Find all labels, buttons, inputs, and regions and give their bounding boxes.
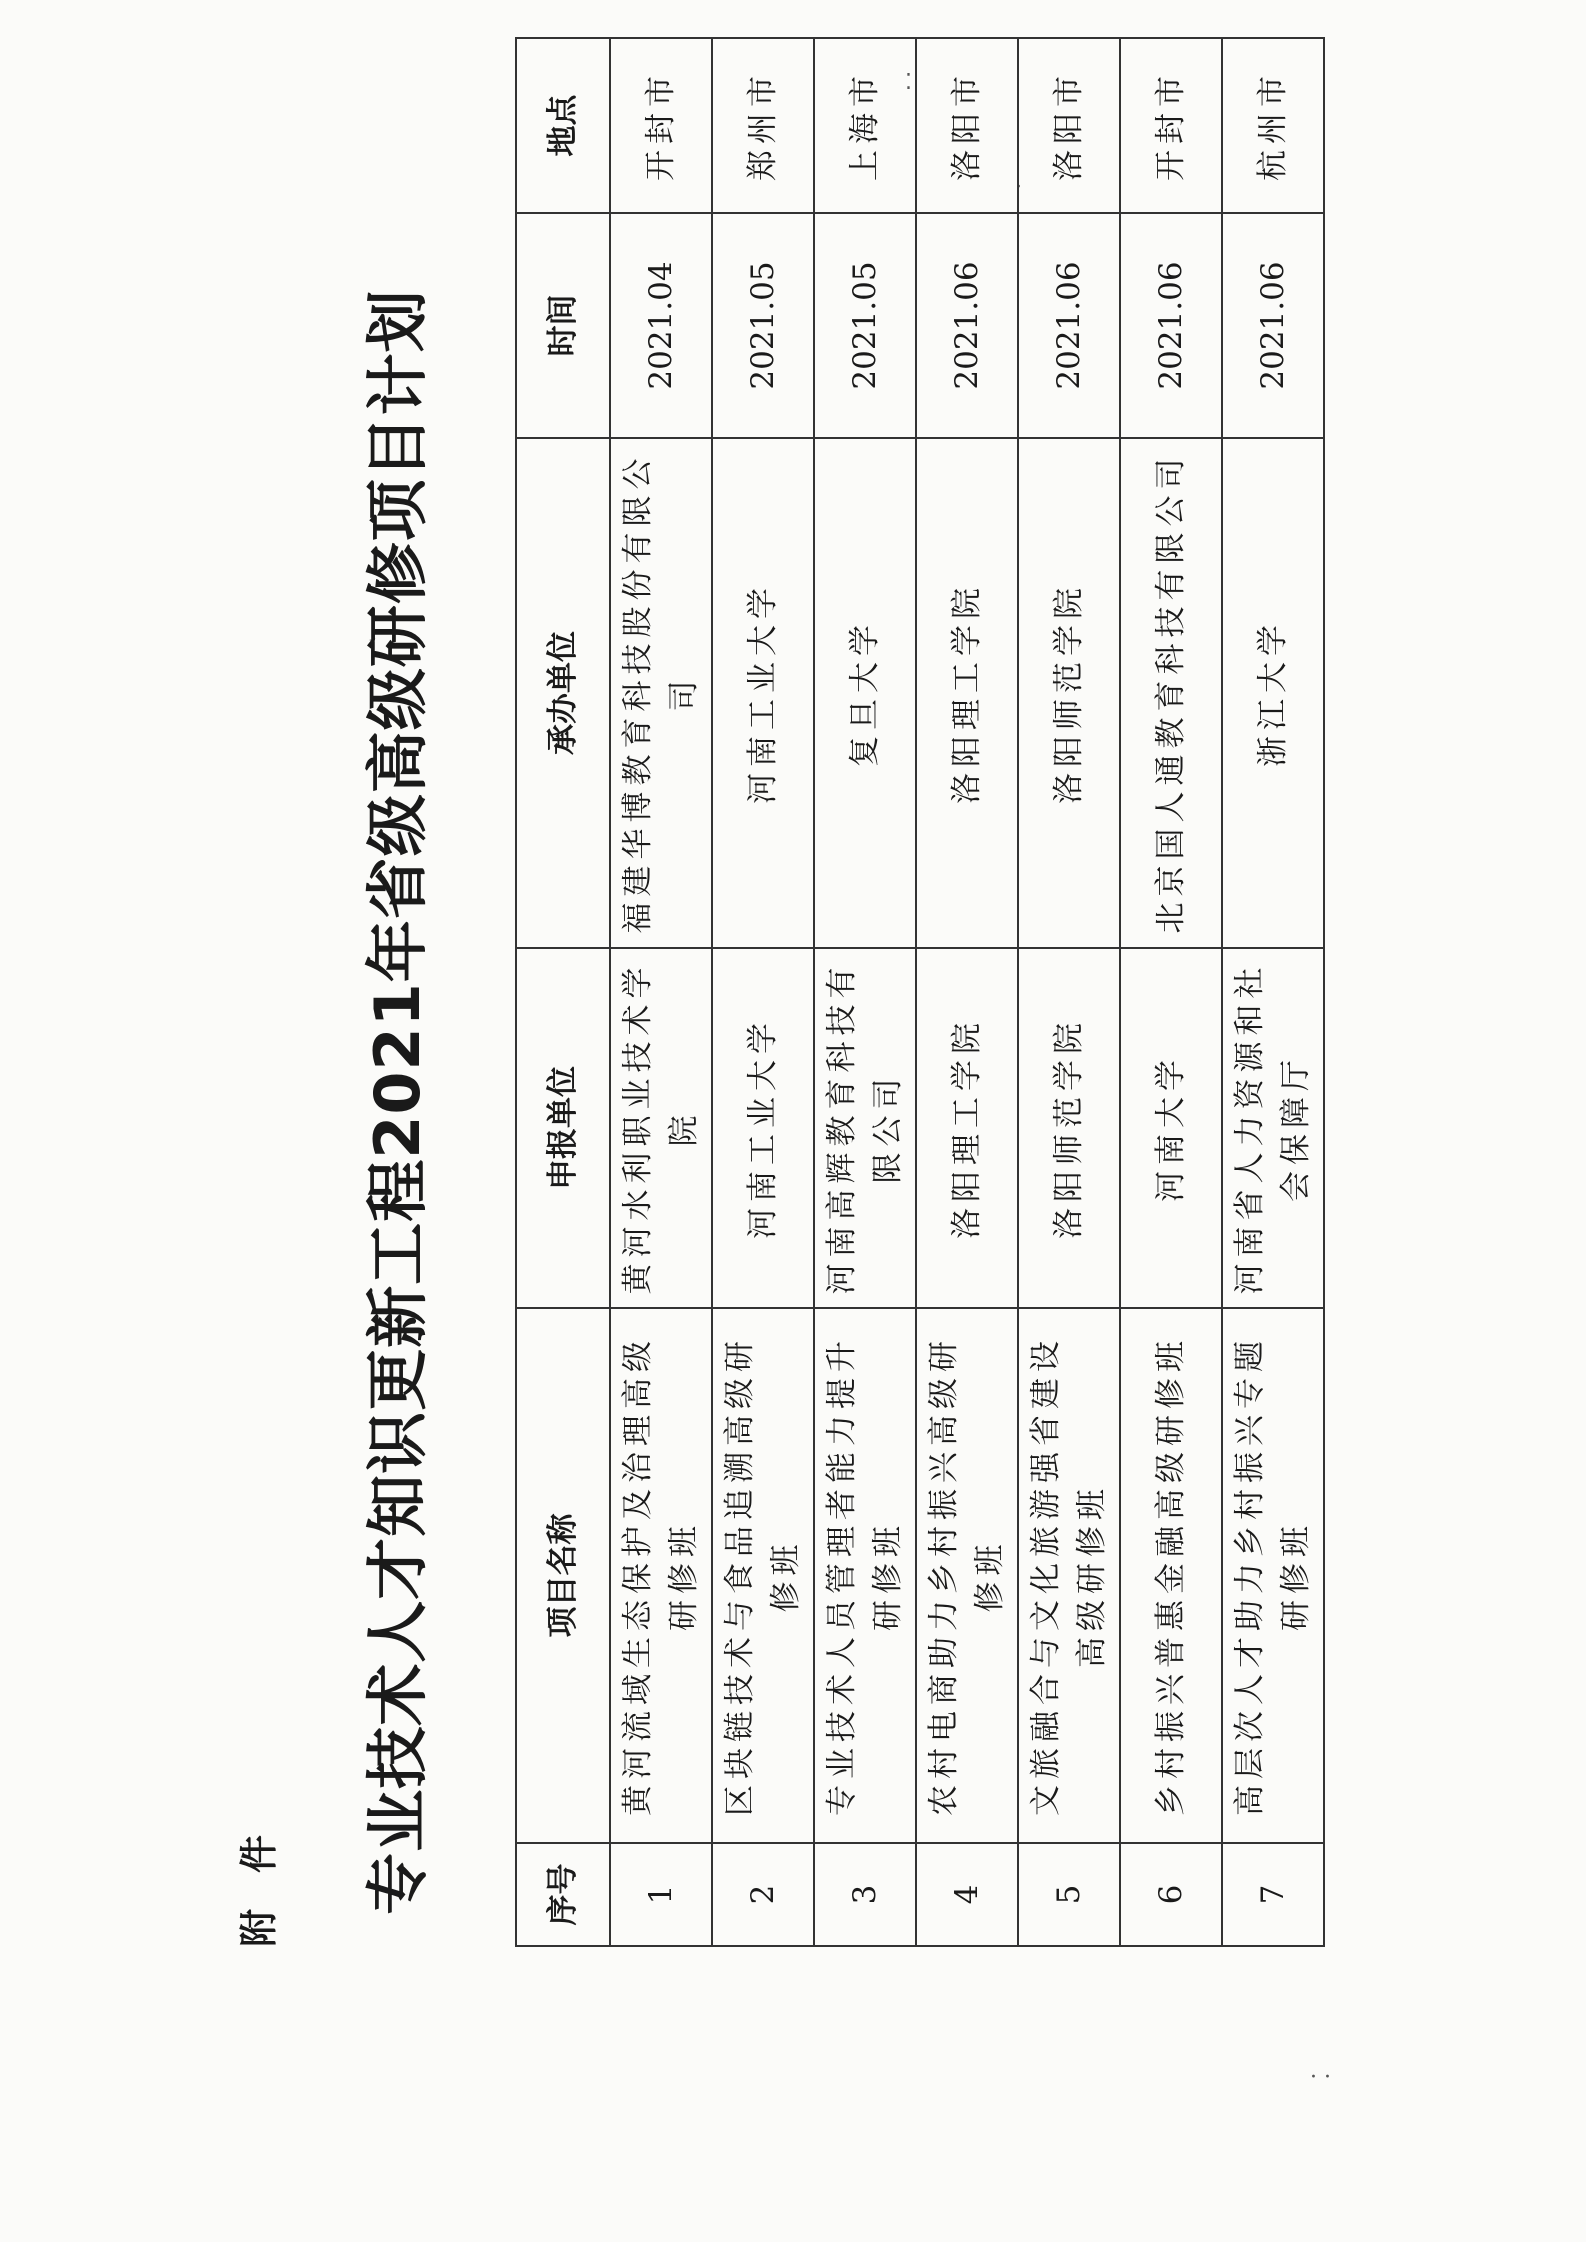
cell-project-name: 黄河流域生态保护及治理高级研修班 bbox=[610, 1308, 712, 1843]
table-header-row bbox=[516, 38, 610, 1946]
cell-location: 洛阳市 bbox=[1018, 38, 1120, 213]
cell-organizer: 福建华博教育科技股份有限公司 bbox=[610, 438, 712, 948]
table-row bbox=[1120, 38, 1222, 1946]
header-organizer: 承办单位 bbox=[516, 438, 610, 948]
table-row bbox=[916, 38, 1018, 1946]
cell-seq: 1 bbox=[610, 1843, 712, 1946]
cell-organizer: 洛阳师范学院 bbox=[1018, 438, 1120, 948]
header-time: 时间 bbox=[516, 213, 610, 438]
cell-time: 2021.05 bbox=[814, 213, 916, 438]
cell-applicant: 黄河水利职业技术学院 bbox=[610, 948, 712, 1308]
cell-location: 洛阳市 bbox=[916, 38, 1018, 213]
cell-project-name: 文旅融合与文化旅游强省建设高级研修班 bbox=[1018, 1308, 1120, 1843]
table-row bbox=[712, 38, 814, 1946]
header-location: 地点 bbox=[516, 38, 610, 213]
header-project-name: 项目名称 bbox=[516, 1308, 610, 1843]
header-seq: 序号 bbox=[516, 1843, 610, 1946]
attachment-label: 附件 bbox=[237, 1798, 281, 1947]
cell-applicant: 河南省人力资源和社会保障厅 bbox=[1222, 948, 1324, 1308]
table-row bbox=[814, 38, 916, 1946]
cell-seq: 3 bbox=[814, 1843, 916, 1946]
cell-organizer: 北京国人通教育科技有限公司 bbox=[1120, 438, 1222, 948]
project-plan-table bbox=[515, 37, 1325, 1947]
cell-organizer: 复旦大学 bbox=[814, 438, 916, 948]
cell-applicant: 洛阳师范学院 bbox=[1018, 948, 1120, 1308]
table-row bbox=[610, 38, 712, 1946]
cell-organizer: 河南工业大学 bbox=[712, 438, 814, 948]
cell-seq: 4 bbox=[916, 1843, 1018, 1946]
cell-applicant: 河南大学 bbox=[1120, 948, 1222, 1308]
cell-time: 2021.04 bbox=[610, 213, 712, 438]
header-applicant: 申报单位 bbox=[516, 948, 610, 1308]
table-row bbox=[1018, 38, 1120, 1946]
scan-speck: · · bbox=[1310, 2065, 1331, 2090]
cell-applicant: 河南高辉教育科技有限公司 bbox=[814, 948, 916, 1308]
cell-location: 杭州市 bbox=[1222, 38, 1324, 213]
document-title: 专业技术人才知识更新工程2021年省级高级研修项目计划 bbox=[361, 289, 434, 1915]
cell-time: 2021.06 bbox=[1222, 213, 1324, 438]
cell-project-name: 高层次人才助力乡村振兴专题研修班 bbox=[1222, 1308, 1324, 1843]
cell-project-name: 区块链技术与食品追溯高级研修班 bbox=[712, 1308, 814, 1843]
cell-location: 开封市 bbox=[1120, 38, 1222, 213]
cell-seq: 6 bbox=[1120, 1843, 1222, 1946]
cell-project-name: 农村电商助力乡村振兴高级研修班 bbox=[916, 1308, 1018, 1843]
cell-applicant: 河南工业大学 bbox=[712, 948, 814, 1308]
cell-project-name: 专业技术人员管理者能力提升研修班 bbox=[814, 1308, 916, 1843]
cell-location: 开封市 bbox=[610, 38, 712, 213]
cell-location: 上海市 bbox=[814, 38, 916, 213]
cell-organizer: 洛阳理工学院 bbox=[916, 438, 1018, 948]
cell-seq: 5 bbox=[1018, 1843, 1120, 1946]
cell-location: 郑州市 bbox=[712, 38, 814, 213]
table-row bbox=[1222, 38, 1324, 1946]
cell-time: 2021.05 bbox=[712, 213, 814, 438]
cell-time: 2021.06 bbox=[916, 213, 1018, 438]
cell-time: 2021.06 bbox=[1018, 213, 1120, 438]
scan-speck: ⁚ bbox=[905, 70, 912, 95]
cell-time: 2021.06 bbox=[1120, 213, 1222, 438]
cell-seq: 7 bbox=[1222, 1843, 1324, 1946]
cell-project-name: 乡村振兴普惠金融高级研修班 bbox=[1120, 1308, 1222, 1843]
cell-applicant: 洛阳理工学院 bbox=[916, 948, 1018, 1308]
cell-organizer: 浙江大学 bbox=[1222, 438, 1324, 948]
cell-seq: 2 bbox=[712, 1843, 814, 1946]
scan-speck: · bbox=[1015, 175, 1022, 200]
